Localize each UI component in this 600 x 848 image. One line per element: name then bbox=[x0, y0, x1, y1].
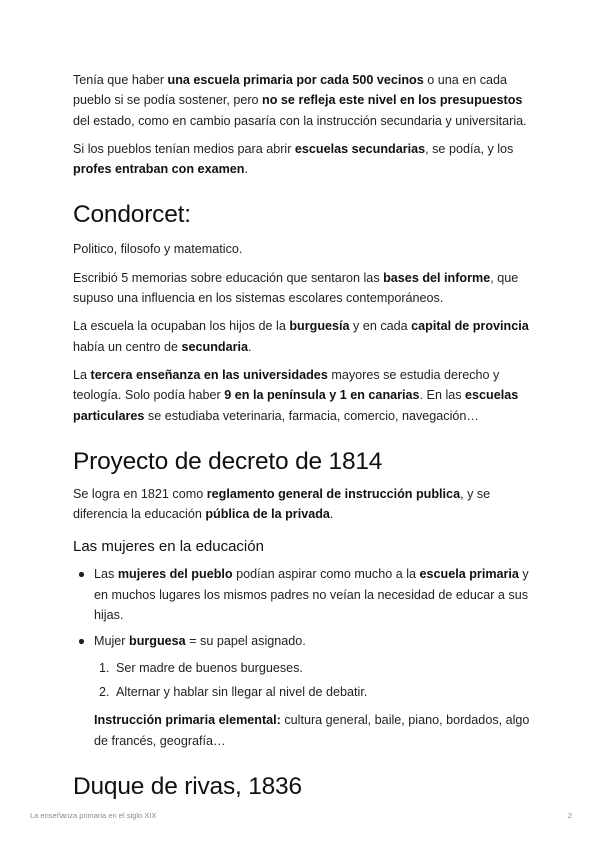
list-number: 1. bbox=[99, 660, 110, 675]
list-item bbox=[94, 682, 533, 702]
bullet-icon bbox=[79, 639, 84, 644]
intro-paragraph-2: Si los pueblos tenían medios para abrir escuelas secundarias, se podía, y los profes entraban con examen. bbox=[73, 141, 514, 177]
bold-run: escuelas secundarias bbox=[294, 141, 426, 156]
list-item-text: Ser madre de buenos burgueses. bbox=[116, 660, 303, 675]
condorcet-paragraph-2: Escribió 5 memorias sobre educación que sentaron las bases del informe, que supuso una influencia en los sistemas escolares contemporáneos. bbox=[73, 270, 519, 306]
numbered-list bbox=[94, 658, 533, 703]
bold-run: bases del informe bbox=[383, 270, 491, 285]
heading-condorcet: Condorcet: bbox=[73, 201, 191, 229]
bold-run: reglamento general de instrucción publica bbox=[206, 486, 461, 501]
bullet-list bbox=[73, 564, 533, 750]
footer-document-title: La enseñanza primaria en el siglo XIX bbox=[30, 811, 157, 820]
condorcet-paragraph-1: Politico, filosofo y matematico. bbox=[73, 242, 243, 257]
subheading-mujeres: Las mujeres en la educación bbox=[73, 538, 264, 556]
bold-run: una escuela primaria por cada 500 vecinos bbox=[167, 73, 424, 87]
condorcet-paragraph-4: La tercera enseñanza en las universidades mayores se estudia derecho y teología. Solo podía haber 9 en la península y 1 en canarias. En las escuelas particulares se estudiaba veterinaria, farmacia, comercio, navegación… bbox=[73, 367, 519, 423]
bold-run: tercera enseñanza en las universidades bbox=[90, 367, 328, 382]
footer-page-number: 2 bbox=[567, 811, 572, 820]
bold-run: no se refleja este nivel en los presupuestos bbox=[262, 93, 523, 108]
heading-duque-rivas: Duque de rivas, 1836 bbox=[73, 772, 302, 800]
bold-run: profes entraban con examen bbox=[73, 162, 245, 177]
intro-paragraph-1: Tenía que haber una escuela primaria por cada 500 vecinos o una en cada pueblo si se podía sostener, pero no se refleja este nivel en los presupuestos del estado, como en cambio pasaría con la instrucción secundaria y universitaria. bbox=[73, 73, 527, 128]
instruccion-elemental-paragraph: Instrucción primaria elemental: cultura general, baile, piano, bordados, algo de francés, geografía… bbox=[94, 713, 530, 748]
list-item bbox=[73, 631, 533, 750]
bold-run: escuelas particulares bbox=[73, 388, 519, 423]
list-item bbox=[94, 658, 533, 678]
condorcet-paragraph-3: La escuela la ocupaban los hijos de la burguesía y en cada capital de provincia había un centro de secundaria. bbox=[73, 319, 529, 354]
bullet-text-mujeres-pueblo: Las mujeres del pueblo podían aspirar como mucho a la escuela primaria y en muchos lugares los mismos padres no veían la necesidad de educar a sus hijas. bbox=[94, 567, 529, 623]
list-number: 2. bbox=[99, 684, 110, 699]
bold-run: pública de la privada bbox=[205, 507, 330, 522]
list-item bbox=[73, 564, 533, 625]
bold-run: capital de provincia bbox=[411, 319, 529, 334]
bullet-text-mujer-burguesa: Mujer burguesa = su papel asignado. bbox=[94, 634, 306, 649]
heading-proyecto-decreto: Proyecto de decreto de 1814 bbox=[73, 447, 383, 475]
bold-run: escuela primaria bbox=[419, 567, 519, 582]
list-item-text: Alternar y hablar sin llegar al nivel de debatir. bbox=[116, 684, 368, 699]
bold-run: burguesía bbox=[289, 319, 350, 334]
bold-run: burguesa bbox=[129, 634, 186, 649]
proyecto-paragraph-1: Se logra en 1821 como reglamento general de instrucción publica, y se diferencia la educación pública de la privada. bbox=[73, 486, 491, 522]
bold-run: Instrucción primaria elemental: bbox=[94, 713, 281, 728]
document-body bbox=[73, 70, 533, 803]
bullet-icon bbox=[79, 572, 84, 577]
bold-run: secundaria bbox=[181, 339, 249, 354]
bold-run: 9 en la península y 1 en canarias bbox=[224, 388, 420, 403]
bold-run: mujeres del pueblo bbox=[117, 567, 233, 582]
